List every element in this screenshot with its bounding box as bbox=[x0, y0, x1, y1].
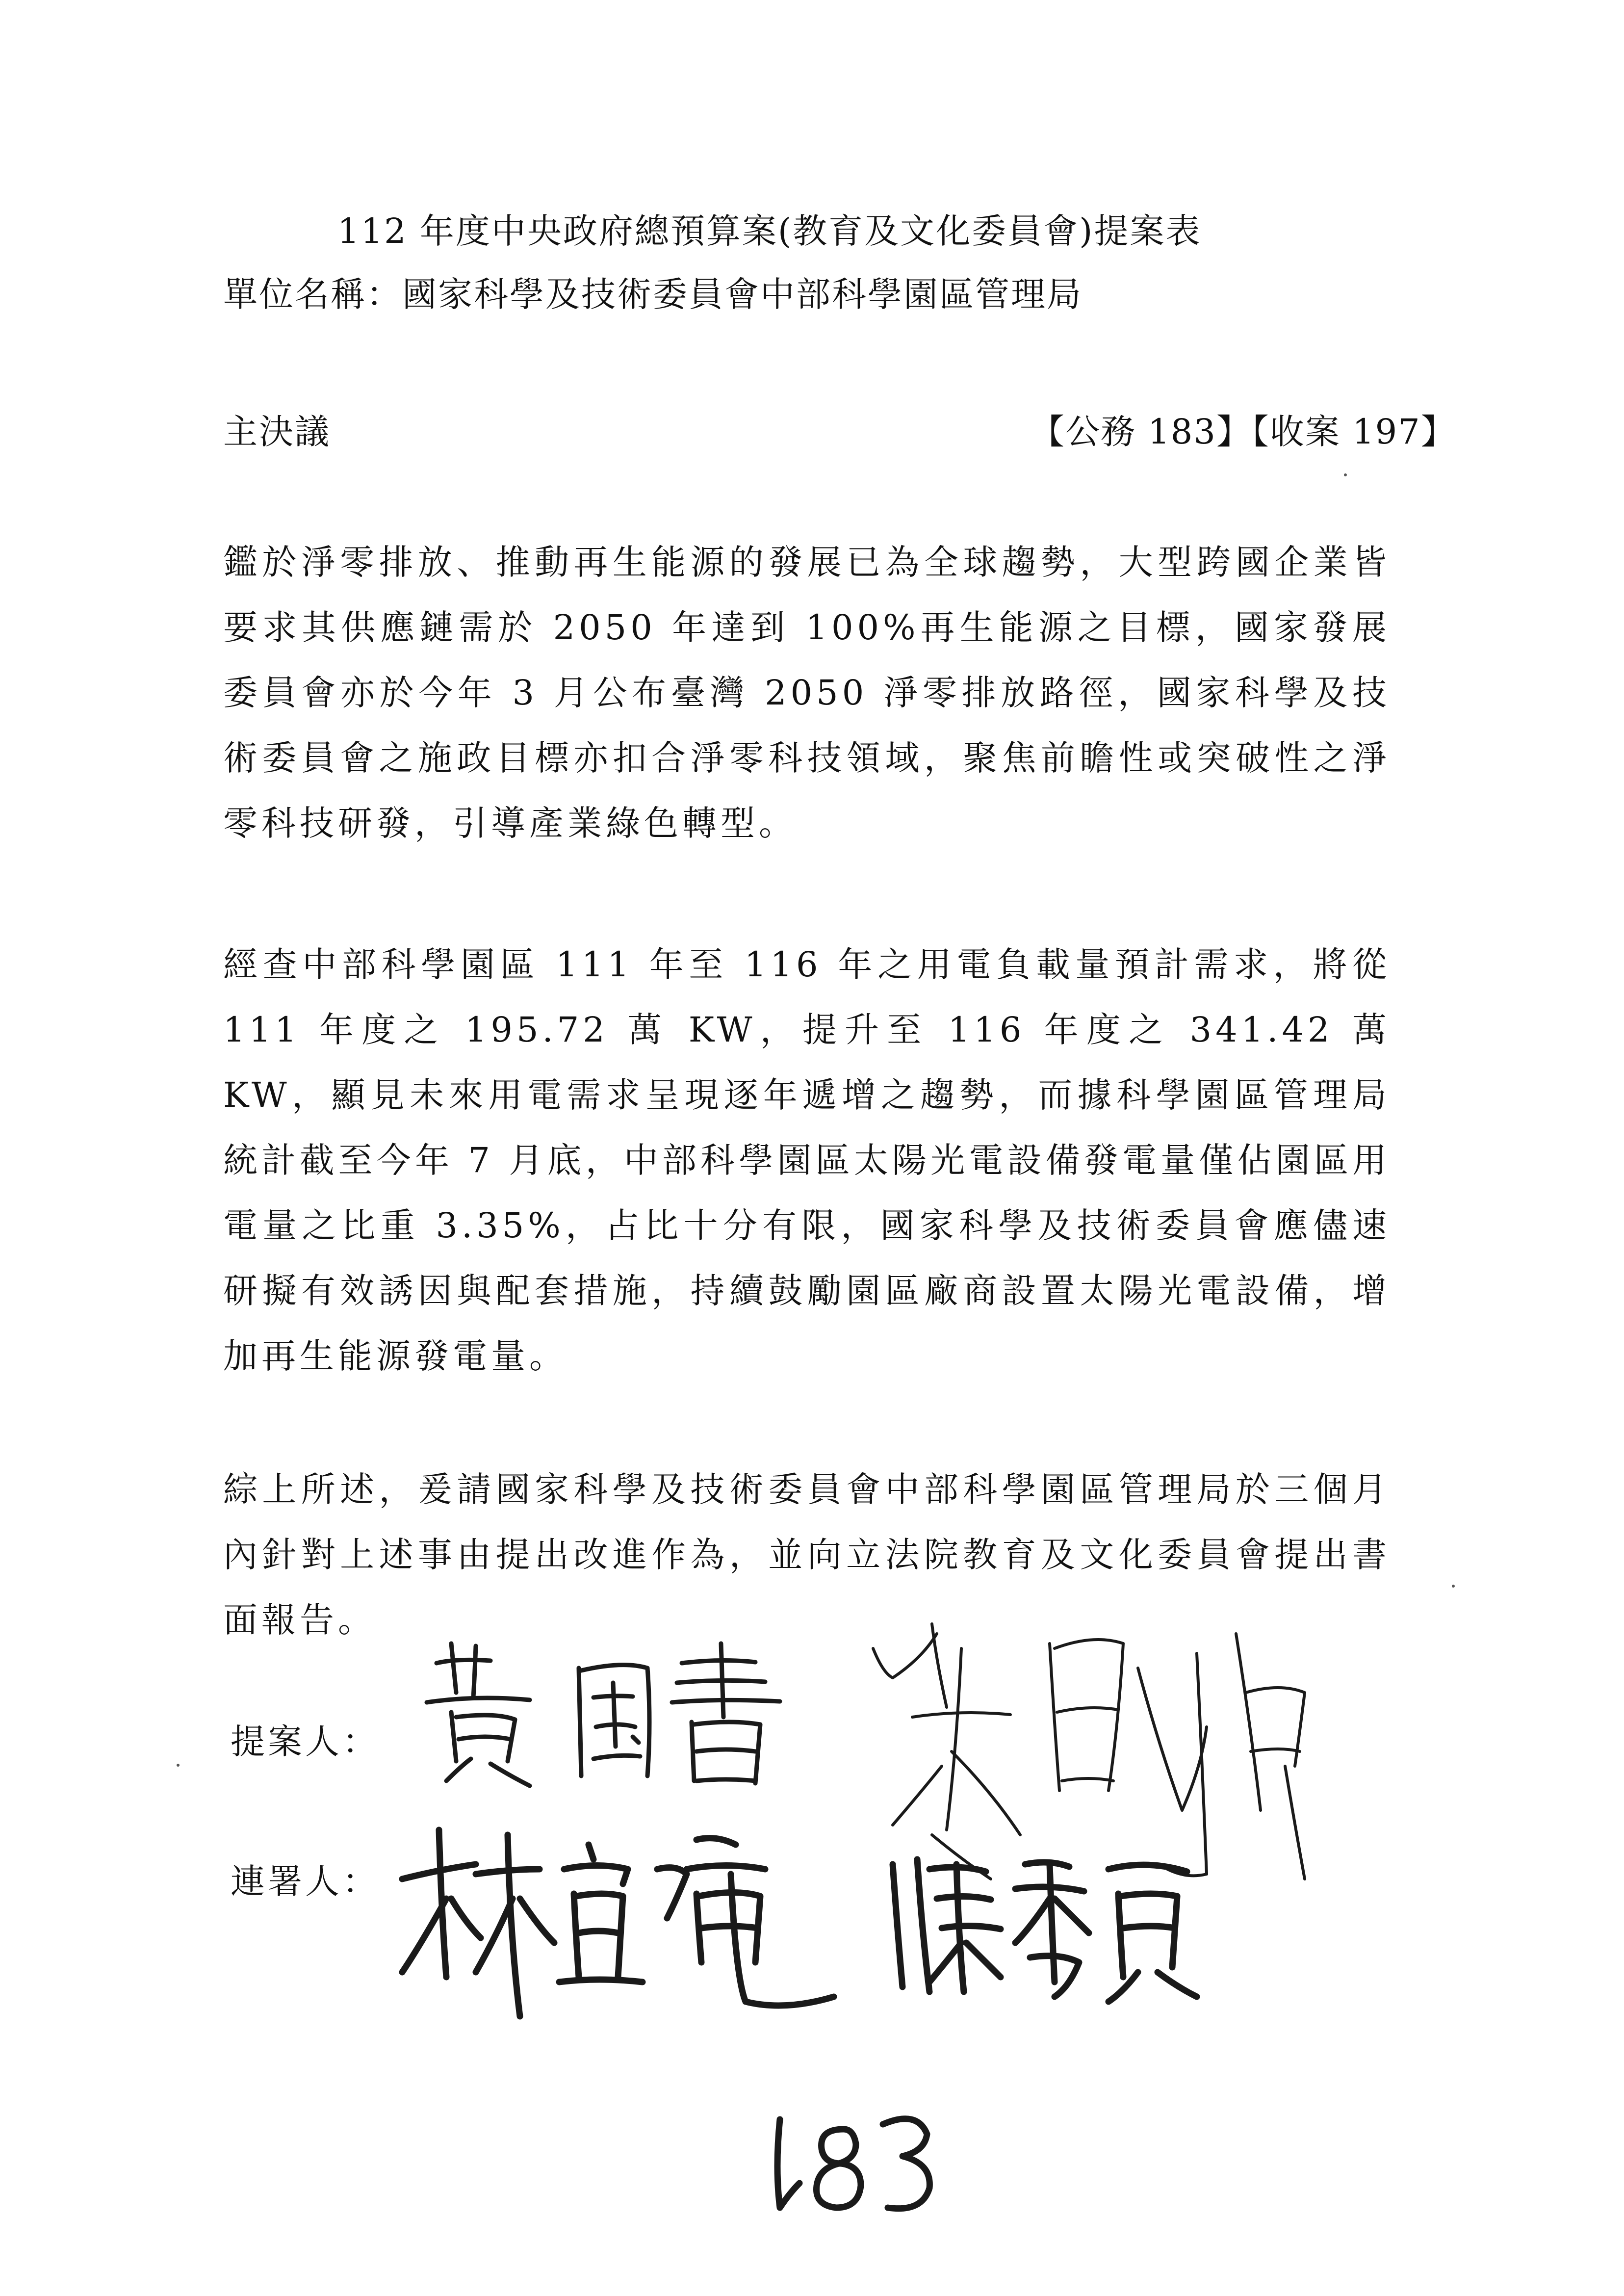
signature-proposer-1 bbox=[417, 1634, 799, 1796]
reference-numbers: 【公務 183】【收案 197】 bbox=[1030, 412, 1456, 452]
paragraph-2: 經查中部科學園區 111 年至 116 年之用電負載量預計需求，將從 111 年度之 195.72 萬 KW，提升至 116 年度之 341.42 萬 KW，顯見未來用電需求呈現逐年遞增之趨勢，而據科學園區管理局統計截至今年 7 月底，中部科學園區太陽光電設備發電量僅佔園區用電量之比重 3.35%，占比十分有限，國家科學及技術委員會應儘速研擬有效誘因與配套措施，持續鼓勵園區廠商設置太陽光電設備，增加再生能源發電量。 bbox=[223, 944, 1391, 1376]
signature-cosigner-1 bbox=[392, 1815, 863, 2026]
unit-name: 單位名稱：國家科學及技術委員會中部科學園區管理局 bbox=[223, 274, 1083, 314]
scan-speck bbox=[177, 1764, 180, 1767]
handwritten-page-number bbox=[755, 2095, 952, 2222]
document-title: 112 年度中央政府總預算案(教育及文化委員會)提案表 bbox=[337, 211, 1202, 251]
proposer-label: 提案人： bbox=[231, 1722, 380, 1762]
main-resolution-label: 主決議 bbox=[223, 412, 331, 452]
scan-speck bbox=[1344, 473, 1347, 476]
cosigner-label: 連署人： bbox=[231, 1861, 380, 1902]
paragraph-3: 綜上所述，爰請國家科學及技術委員會中部科學園區管理局於三個月內針對上述事由提出改進作為，並向立法院教育及文化委員會提出書面報告。 bbox=[223, 1469, 1391, 1640]
scan-speck bbox=[1452, 1585, 1455, 1588]
paragraph-1: 鑑於淨零排放、推動再生能源的發展已為全球趨勢，大型跨國企業皆要求其供應鏈需於 2050 年達到 100%再生能源之目標，國家發展委員會亦於今年 3 月公布臺灣 2050 淨零排放路徑，國家科學及技術委員會之施政目標亦扣合淨零科技領域，聚焦前瞻性或突破性之淨零科技研發，引導產業綠色轉型。 bbox=[223, 542, 1391, 843]
signature-cosigner-2 bbox=[883, 1845, 1207, 2007]
